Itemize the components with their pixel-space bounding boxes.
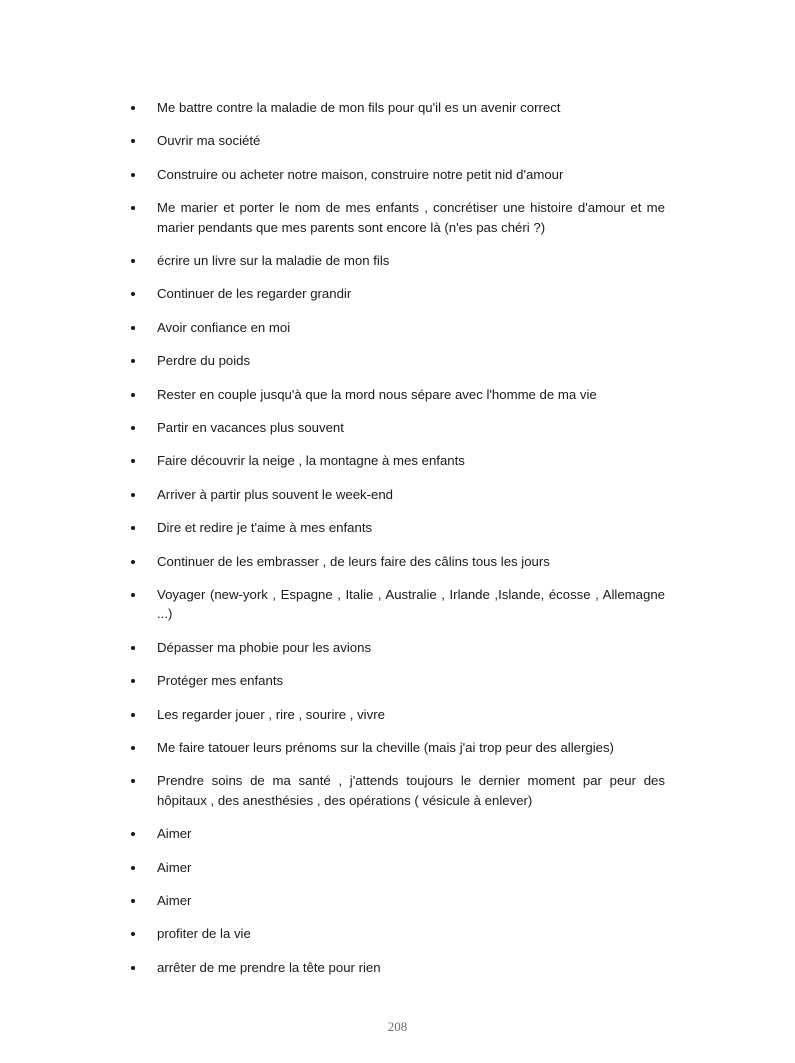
bullet-icon [131, 560, 135, 564]
list-item-text: Continuer de les embrasser , de leurs faire des câlins tous les jours [157, 553, 550, 569]
list-item [128, 771, 665, 810]
bullet-icon [131, 359, 135, 363]
list-item-text: écrire un livre sur la maladie de mon fils [157, 253, 390, 269]
list-item-text: Prendre soins de ma santé , j'attends toujours le dernier moment par peur des hôpitaux , des anesthésies , des opérations ( vésicule à enlever) [157, 773, 665, 808]
list-item-text: arrêter de me prendre la tête pour rien [157, 959, 381, 975]
bullet-icon [131, 899, 135, 903]
list-item [128, 451, 665, 471]
bullet-list [128, 98, 665, 991]
list-item [128, 891, 665, 911]
list-item-text: Faire découvrir la neige , la montagne à mes enfants [157, 453, 465, 469]
list-item [128, 198, 665, 237]
list-item-text: Partir en vacances plus souvent [157, 420, 344, 436]
list-item-text: Arriver à partir plus souvent le week-end [157, 486, 394, 502]
list-item [128, 251, 665, 271]
bullet-icon [131, 713, 135, 717]
bullet-icon [131, 259, 135, 263]
bullet-icon [131, 746, 135, 750]
list-item-text: Voyager (new-york , Espagne , Italie , Australie , Irlande ,Islande, écosse , Allemagne ...) [157, 586, 665, 622]
list-item-text: Continuer de les regarder grandir [157, 286, 352, 302]
list-item-text: Dire et redire je t'aime à mes enfants [157, 520, 373, 536]
list-item-text: Aimer [157, 826, 192, 842]
bullet-icon [131, 459, 135, 463]
list-item [128, 705, 665, 725]
list-item [128, 98, 665, 118]
list-item-text: Me marier et porter le nom de mes enfants , concrétiser une histoire d'amour et me marier pendants que mes parents sont encore là (n'es pas chéri ?) [157, 200, 665, 235]
list-item-text: Les regarder jouer , rire , sourire , vivre [157, 706, 385, 722]
list-item-text: Dépasser ma phobie pour les avions [157, 639, 372, 655]
list-item-text: Me faire tatouer leurs prénoms sur la cheville (mais j'ai trop peur des allergies) [157, 740, 614, 756]
bullet-icon [131, 779, 135, 783]
bullet-icon [131, 206, 135, 210]
list-item [128, 351, 665, 371]
bullet-icon [131, 966, 135, 970]
list-item-text: Ouvrir ma société [157, 133, 261, 149]
list-item [128, 485, 665, 505]
bullet-icon [131, 426, 135, 430]
bullet-icon [131, 646, 135, 650]
bullet-icon [131, 679, 135, 683]
bullet-icon [131, 292, 135, 296]
list-item-text: Me battre contre la maladie de mon fils pour qu'il es un avenir correct [157, 100, 561, 115]
list-item [128, 738, 665, 758]
list-item-text: Construire ou acheter notre maison, construire notre petit nid d'amour [157, 166, 564, 182]
bullet-icon [131, 106, 135, 110]
list-item-text: Protéger mes enfants [157, 673, 284, 689]
list-item-text: Perdre du poids [157, 353, 251, 369]
list-item [128, 131, 665, 151]
bullet-icon [131, 326, 135, 330]
list-item [128, 385, 665, 405]
list-item [128, 318, 665, 338]
list-item [128, 418, 665, 438]
list-item [128, 585, 665, 624]
page-number: 208 [387, 1019, 408, 1034]
list-item-text: profiter de la vie [157, 926, 251, 942]
list-item [128, 518, 665, 538]
list-item [128, 824, 665, 844]
bullet-icon [131, 932, 135, 936]
list-item [128, 958, 665, 978]
bullet-icon [131, 526, 135, 530]
list-item [128, 638, 665, 658]
bullet-icon [131, 173, 135, 177]
list-item-text: Aimer [157, 859, 192, 875]
bullet-icon [131, 593, 135, 597]
list-item-text: Aimer [157, 893, 192, 909]
list-item [128, 552, 665, 572]
list-item-text: Rester en couple jusqu'à que la mord nous sépare avec l'homme de ma vie [157, 386, 597, 402]
bullet-icon [131, 832, 135, 836]
list-item [128, 858, 665, 878]
list-item [128, 671, 665, 691]
list-item [128, 165, 665, 185]
bullet-icon [131, 866, 135, 870]
bullet-icon [131, 139, 135, 143]
list-item [128, 284, 665, 304]
list-item [128, 924, 665, 944]
bullet-icon [131, 393, 135, 397]
bullet-icon [131, 493, 135, 497]
list-item-text: Avoir confiance en moi [157, 319, 291, 335]
